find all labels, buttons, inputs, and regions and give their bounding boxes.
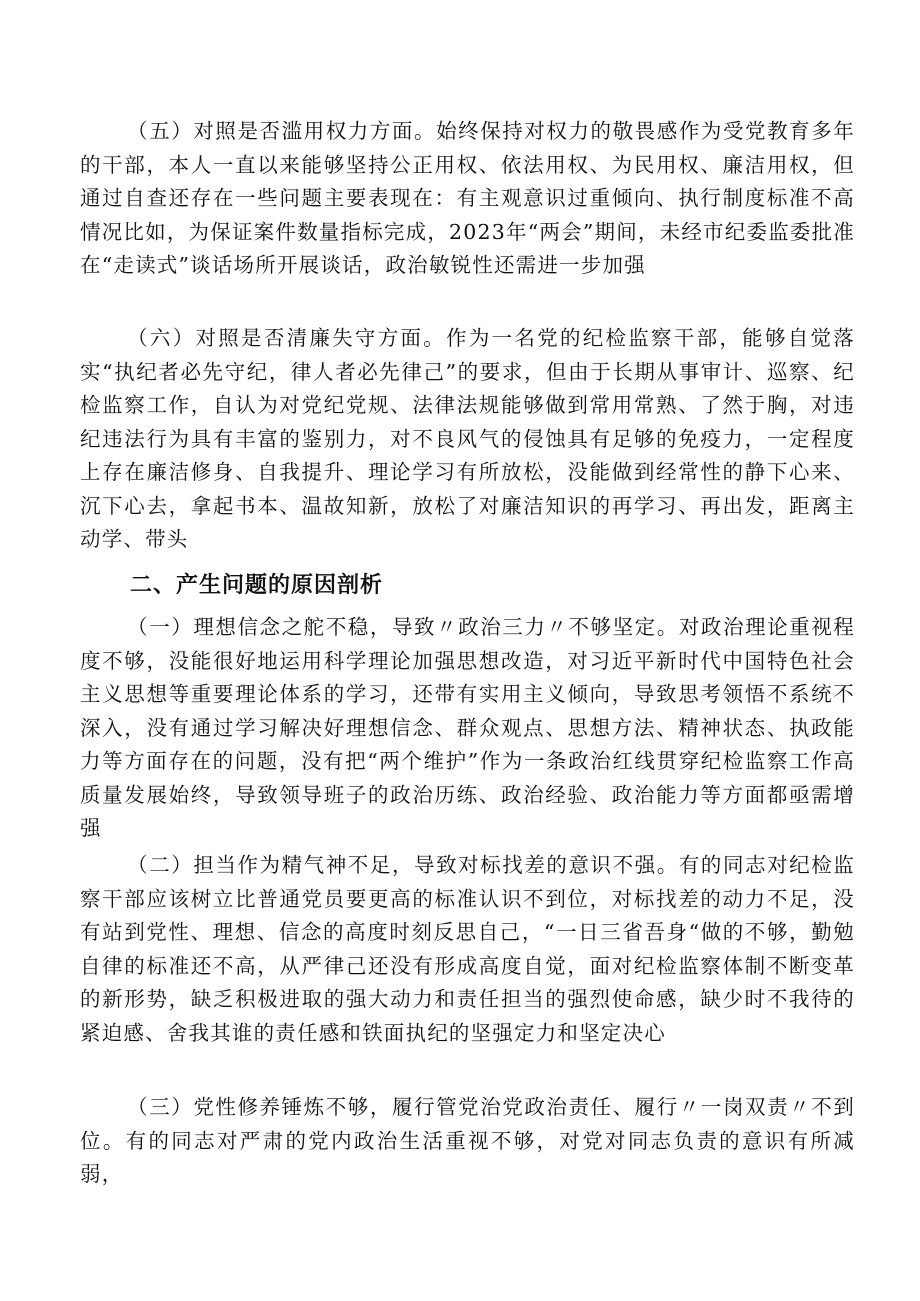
section-heading: 二、产生问题的原因剖析 bbox=[130, 573, 384, 598]
paragraph-cause-one: （一）理想信念之舵不稳，导致〃政治三力〃不够坚定。对政治理论重视程度不够，没能很好地运用科学理论加强思想改造，对习近平新时代中国特色社会主义思想等重要理论体系的学习，还带有实用主义倾向，导致思考领悟不系统不深入，没有通过学习解决好理想信念、群众观点、思想方法、精神状态、执政能力等方面存在的问题，没有把“两个维护”作为一条政治红线贯穿纪检监察工作高质量发展始终，导致领导班子的政治历练、政治经验、政治能力等方面都亟需增强 bbox=[80, 615, 855, 840]
paragraph-six: （六）对照是否清廉失守方面。作为一名党的纪检监察干部，能够自觉落实“执纪者必先守纪，律人者必先律己”的要求，但由于长期从事审计、巡察、纪检监察工作，自认为对党纪党规、法律法规能够做到常用常熟、了然于胸，对违纪违法行为具有丰富的鉴别力，对不良风气的侵蚀具有足够的免疫力，一定程度上存在廉洁修身、自我提升、理论学习有所放松，没能做到经常性的静下心来、沉下心去，拿起书本、温故知新，放松了对廉洁知识的再学习、再出发，距离主动学、带头 bbox=[80, 326, 855, 551]
paragraph-cause-three: （三）党性修养锤炼不够，履行管党治党政治责任、履行〃一岗双责〃不到位。有的同志对严肃的党内政治生活重视不够，对党对同志负责的意识有所减弱， bbox=[80, 1095, 855, 1186]
paragraph-five: （五）对照是否滥用权力方面。始终保持对权力的敬畏感作为受党教育多年的干部，本人一直以来能够坚持公正用权、依法用权、为民用权、廉洁用权，但通过自查还存在一些问题主要表现在：有主观意识过重倾向、执行制度标准不高情况比如，为保证案件数量指标完成，2023年“两会”期间，未经市纪委监委批准在“走读式”谈话场所开展谈话，政治敏锐性还需进一步加强 bbox=[80, 119, 855, 277]
paragraph-cause-two: （二）担当作为精气神不足，导致对标找差的意识不强。有的同志对纪检监察干部应该树立比普通党员要更高的标准认识不到位，对标找差的动力不足，没有站到党性、理想、信念的高度时刻反思自己，“一日三省吾身“做的不够，勤勉自律的标准还不高，从严律己还没有形成高度自觉，面对纪检监察体制不断变革的新形势，缺乏积极进取的强大动力和责任担当的强烈使命感，缺少时不我待的紧迫感、舍我其谁的责任感和铁面执纪的坚强定力和坚定决心 bbox=[80, 853, 855, 1045]
